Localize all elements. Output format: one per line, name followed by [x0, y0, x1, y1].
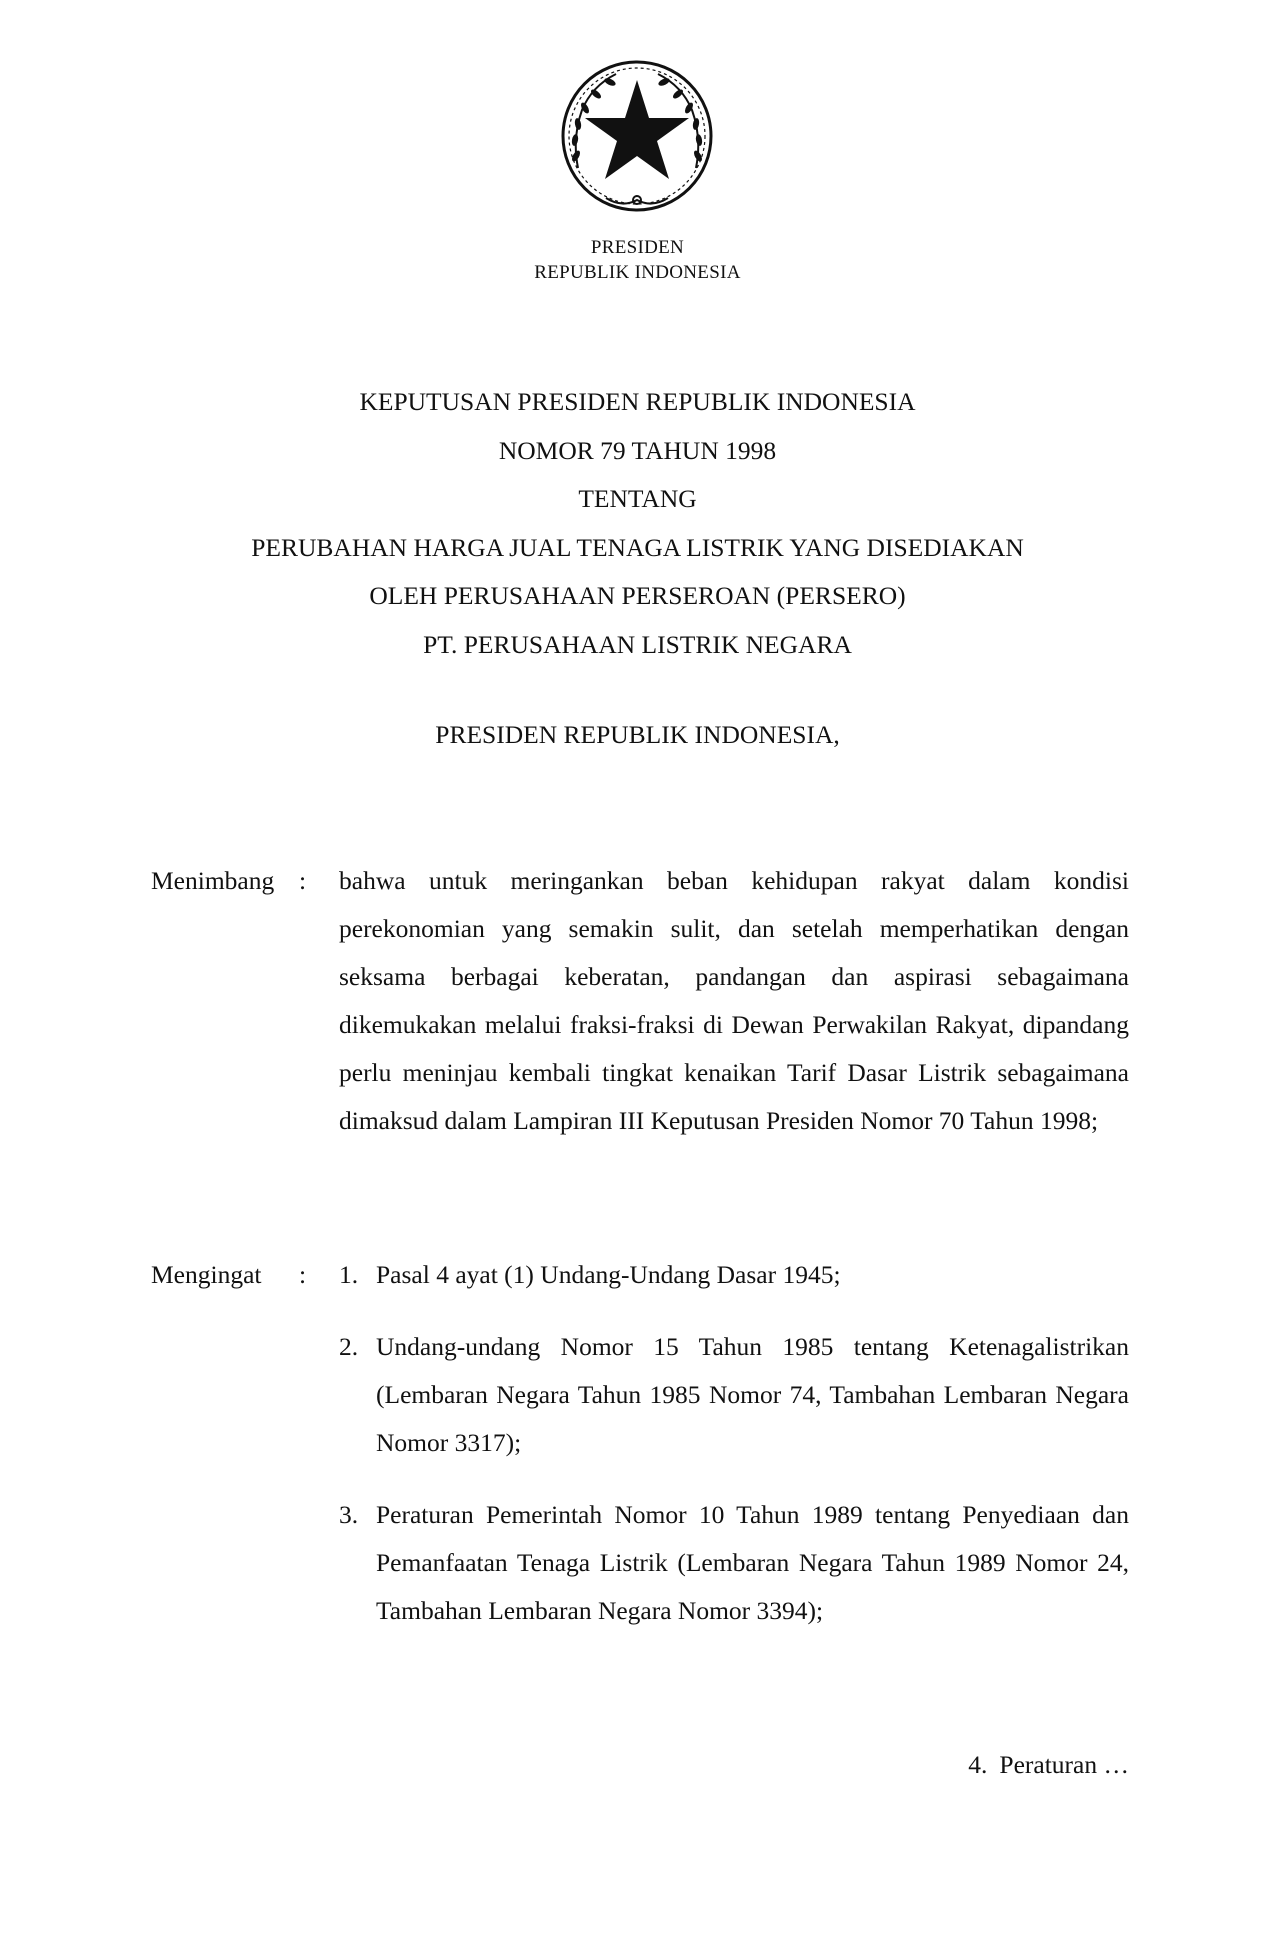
menimbang-colon: :: [299, 866, 307, 895]
continuation-number: 4.: [968, 1750, 988, 1779]
menimbang-label: Menimbang: [151, 866, 275, 895]
mengingat-item-2-text: Undang-undang Nomor 15 Tahun 1985 tentang Ketenagalistrikan (Lembaran Negara Tahun 1985 Nomor 74, Tambahan Lembaran Negara Nomor 3317);: [376, 1332, 1129, 1457]
menimbang-text: bahwa untuk meringankan beban kehidupan rakyat dalam kondisi perekonomian yang semakin sulit, dan setelah memperhatikan dengan seksama berbagai keberatan, pandangan dan aspirasi sebagaimana dikemukakan melalui fraksi-fraksi di Dewan Perwakilan Rakyat, dipandang perlu meninjau kembali tingkat kenaikan Tarif Dasar Listrik sebagaimana dimaksud dalam Lampiran III Keputusan Presiden Nomor 70 Tahun 1998;: [339, 866, 1129, 1135]
mengingat-item-3-number: 3.: [339, 1500, 359, 1529]
title-line-1: KEPUTUSAN PRESIDEN REPUBLIK INDONESIA: [359, 387, 916, 416]
presidential-emblem: [556, 58, 718, 218]
title-line-2: NOMOR 79 TAHUN 1998: [498, 435, 777, 465]
mengingat-item-3-text: Peraturan Pemerintah Nomor 10 Tahun 1989 tentang Penyediaan dan Pemanfaatan Tenaga Listrik (Lembaran Negara Tahun 1989 Nomor 24, Tambahan Lembaran Negara Nomor 3394);: [376, 1500, 1129, 1625]
continuation-text: Peraturan …: [999, 1750, 1129, 1779]
page-continuation: [968, 1741, 1129, 1789]
title-line-3: TENTANG: [578, 484, 697, 513]
president-heading: PRESIDEN REPUBLIK INDONESIA,: [435, 720, 840, 749]
mengingat-colon: :: [299, 1260, 307, 1289]
title-line-5: OLEH PERUSAHAAN PERSEROAN (PERSERO): [369, 581, 906, 610]
header-presiden: PRESIDEN: [590, 237, 685, 258]
header-republik-indonesia: REPUBLIK INDONESIA: [534, 262, 741, 283]
star-wreath-icon: [556, 58, 718, 218]
mengingat-label: Mengingat: [151, 1260, 262, 1289]
mengingat-item-1-number: 1.: [339, 1260, 359, 1289]
mengingat-item-1-text: Pasal 4 ayat (1) Undang-Undang Dasar 1945;: [376, 1260, 841, 1289]
title-line-4: PERUBAHAN HARGA JUAL TENAGA LISTRIK YANG DISEDIAKAN: [251, 532, 1024, 562]
document-title: [0, 378, 1275, 669]
title-line-6: PT. PERUSAHAAN LISTRIK NEGARA: [423, 629, 852, 659]
mengingat-item-2-number: 2.: [339, 1332, 359, 1361]
